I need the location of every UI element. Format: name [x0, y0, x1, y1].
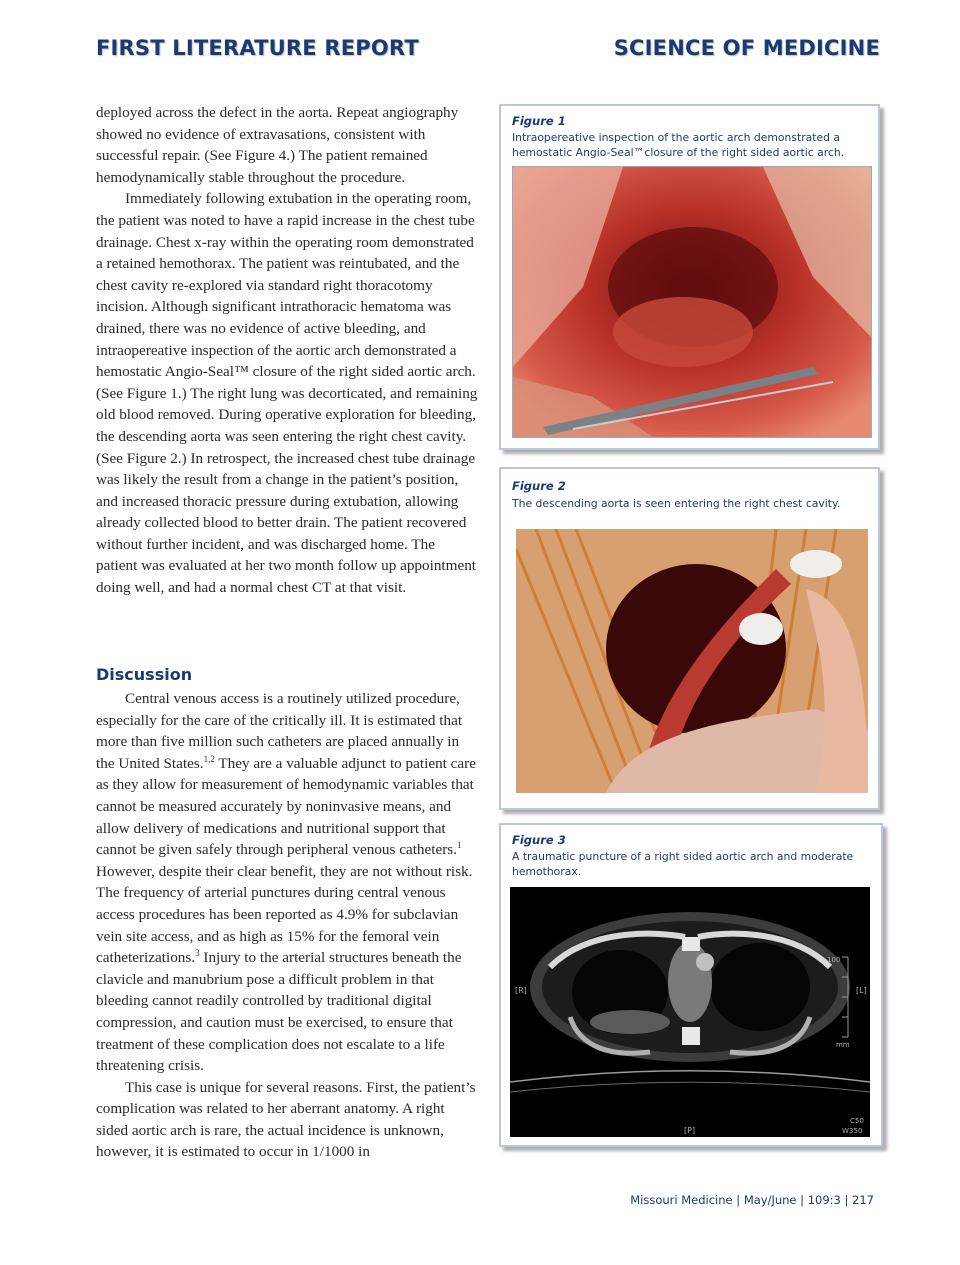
figure-1-title: Figure 1: [512, 114, 566, 128]
page-footer: [630, 1193, 874, 1207]
footer-journal: Missouri Medicine: [630, 1193, 733, 1207]
ct-window-center: C50: [850, 1117, 864, 1125]
figure-2-title: Figure 2: [512, 479, 566, 493]
figure-1-caption: Intraopereative inspection of the aortic arch demonstrated a hemostatic Angio-Seal™closure of the right sided aortic arch.: [512, 131, 845, 159]
ct-label-right-side: [R]: [515, 986, 527, 995]
footer-separator: |: [844, 1193, 849, 1207]
figure-2-caption: The descending aorta is seen entering the right chest cavity.: [512, 497, 841, 510]
figure-1-box: [499, 104, 880, 450]
figure-3-ct-scan: [510, 887, 870, 1137]
citation-ref: 3: [195, 948, 200, 959]
figure-3-box: [499, 823, 883, 1147]
surgical-photo-illustration: [516, 529, 868, 793]
text-run: Injury to the arterial structures beneath the clavicle and manubrium pose a difficult problem in that bleeding cannot readily controlled by traditional digital compression, and caution must be exercised, to ensure that treatment of these complication does not escalate to a life threatening crisis.: [96, 949, 462, 1075]
discussion-paragraph: [96, 688, 480, 1077]
figure-3-caption: A traumatic puncture of a right sided aortic arch and moderate hemothorax.: [512, 850, 854, 878]
body-paragraph: Immediately following extubation in the operating room, the patient was noted to have a rapid increase in the chest tube drainage. Chest x-ray within the operating room demonstrated a retained hemothorax. The patient was reintubated, and the chest cavity re-explored via standard right thoracotomy incision. Although significant intrathoracic hematoma was drained, there was no evidence of active bleeding, and intraopereative inspection of the aortic arch demonstrated a hemostatic Angio-Seal™ closure of the right sided aortic arch. (See Figure 1.) The right lung was decorticated, and remaining old blood removed. During operative exploration for bleeding, the descending aorta was seen entering the right chest cavity. (See Figure 2.) In retrospect, the increased chest tube drainage was likely the result from a change in the patient’s position, and increased thoracic pressure during extubation, allowing already collected blood to better drain. The patient recovered without further incident, and was discharged home. The patient was evaluated at her two month follow up appointment doing well, and had a normal chest CT at that visit.: [96, 190, 478, 597]
ct-scan-illustration: [510, 887, 870, 1137]
figure-2-box: [499, 467, 880, 810]
citation-ref: 1: [457, 840, 462, 851]
footer-page-number: 217: [852, 1193, 874, 1207]
footer-separator: |: [736, 1193, 741, 1207]
figure-3-title: Figure 3: [512, 833, 566, 847]
body-paragraph: deployed across the defect in the aorta. Repeat angiography showed no evidence of extravasations, consistent with successful repair. (See Figure 4.) The patient remained hemodynamically stable throughout the procedure.: [96, 104, 459, 186]
running-header-left: FIRST LITERATURE REPORT: [96, 36, 419, 60]
ct-label-posterior: [P]: [684, 1126, 696, 1135]
footer-separator: |: [800, 1193, 805, 1207]
footer-issue: May/June: [743, 1193, 797, 1207]
footer-volume: 109:3: [807, 1193, 841, 1207]
text-run: Central venous access is a routinely utilized procedure, especially for the care of the critically ill. It is estimated that more than five million such catheters are placed annually in the United States.: [96, 690, 463, 772]
ct-window-width: W350: [842, 1127, 863, 1135]
surgical-photo-illustration: [513, 167, 871, 437]
text-column-top: [96, 102, 480, 599]
ct-label-left-side: [L]: [856, 986, 867, 995]
text-run: They are a valuable adjunct to patient care as they allow for measurement of hemodynamic variables that cannot be measured accurately by noninvasive means, and allow delivery of medications and nutritional support that cannot be given safely through peripheral venous catheters.: [96, 754, 476, 859]
ct-scale-unit: mm: [836, 1041, 850, 1049]
ct-scale-value: 100: [827, 956, 841, 964]
figure-2-surgical-photo: [516, 529, 868, 793]
text-column-discussion: [96, 664, 480, 1163]
running-header-right: SCIENCE OF MEDICINE: [613, 36, 880, 60]
discussion-heading: Discussion: [96, 665, 193, 684]
figure-1-surgical-photo: [512, 166, 872, 438]
text-run: However, despite their clear benefit, they are not without risk. The frequency of arterial punctures during central venous access procedures has been reported as 4.9% for subclavian vein site access, and as high as 15% for the femoral vein catheterizations.: [96, 862, 473, 967]
discussion-paragraph: This case is unique for several reasons. First, the patient’s complication was related to her aberrant anatomy. A right sided aortic arch is rare, the actual incidence is unknown, however, it is estimated to occur in 1/1000 in: [96, 1078, 476, 1161]
citation-ref: 1,2: [203, 753, 215, 764]
